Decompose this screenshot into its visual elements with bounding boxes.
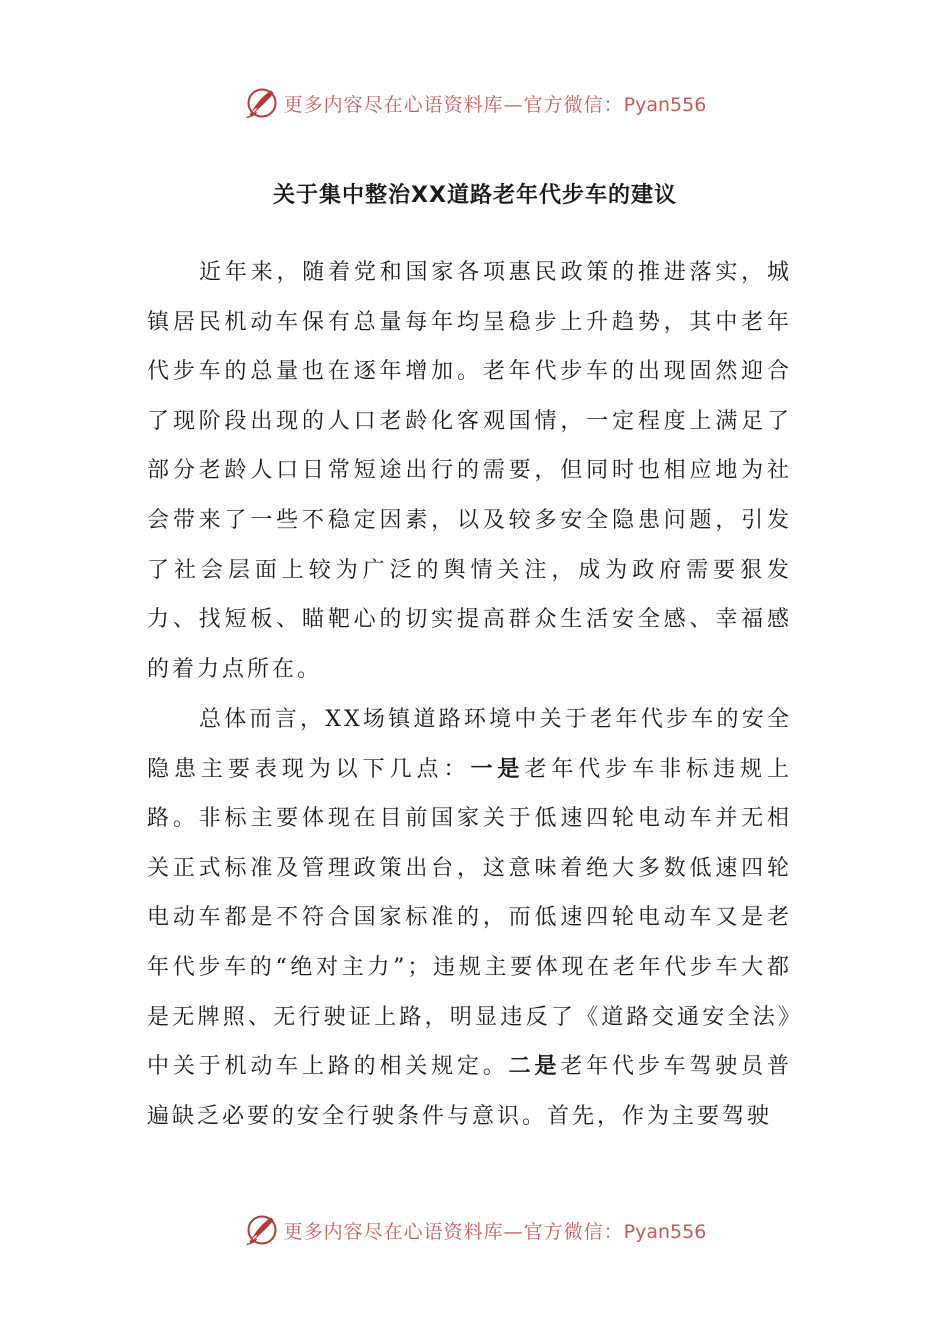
point-one-label: 一是 xyxy=(470,756,525,782)
header-watermark-banner xyxy=(0,83,950,123)
paragraph-2-text-a: 总体而言，XX场镇道路环境中关于老年代步车的安全隐患主要表现为以下几点： xyxy=(147,707,792,782)
pen-nib-logo-icon xyxy=(244,1212,280,1248)
point-two-label: 二是 xyxy=(508,1054,561,1080)
paragraph-2-text-c: 老年代步车驾驶员普遍缺乏必要的安全行驶条件与意识。首先，作为主要驾驶 xyxy=(147,1054,792,1129)
document-title: 关于集中整治XX道路老年代步车的建议 xyxy=(273,183,677,208)
footer-watermark-banner xyxy=(0,1210,950,1250)
watermark-text: 更多内容尽在心语资料库—官方微信：Pyan556 xyxy=(283,1220,707,1243)
watermark-text: 更多内容尽在心语资料库—官方微信：Pyan556 xyxy=(283,93,707,116)
paragraph-1: 近年来，随着党和国家各项惠民政策的推进落实，城镇居民机动车保有总量每年均呈稳步上升趋势，其中老年代步车的总量也在逐年增加。老年代步车的出现固然迎合了现阶段出现的人口老龄化客观国情，一定程度上满足了部分老龄人口日常短途出行的需要，但同时也相应地为社会带来了一些不稳定因素，以及较多安全隐患问题，引发了社会层面上较为广泛的舆情关注，成为政府需要狠发力、找短板、瞄靶心的切实提高群众生活安全感、幸福感的着力点所在。 xyxy=(147,260,792,682)
paragraph-2-text-b: 老年代步车非标违规上路。非标主要体现在目前国家关于低速四轮电动车并无相关正式标准及管理政策出台，这意味着绝大多数低速四轮电动车都是不符合国家标准的，而低速四轮电动车又是老年代步车的“绝对主力”；违规主要体现在老年代步车大都是无牌照、无行驶证上路，明显违反了《道路交通安全法》中关于机动车上路的相关规定。 xyxy=(147,756,792,1080)
pen-nib-logo-icon xyxy=(244,85,280,121)
paragraph-2 xyxy=(147,695,792,1141)
